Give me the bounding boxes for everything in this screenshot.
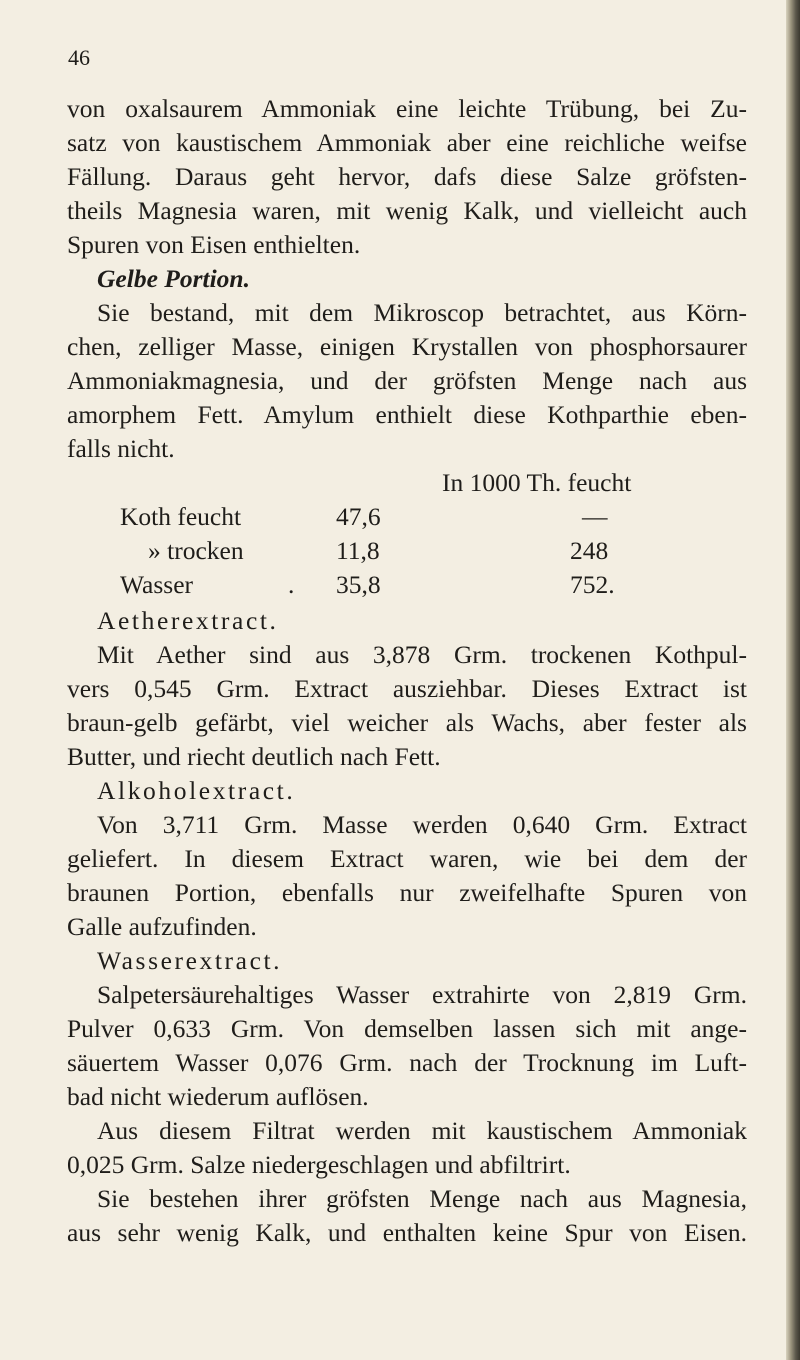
text-line: Mit Aether sind aus 3,878 Grm. trockenen Kothpul- bbox=[97, 640, 747, 669]
section-heading: Aetherextract. bbox=[97, 606, 279, 635]
text-line: falls nicht. bbox=[67, 434, 175, 463]
section-heading: Gelbe Portion. bbox=[97, 264, 250, 293]
text-line: amorphem Fett. Amylum enthielt diese Kothparthie eben- bbox=[67, 400, 747, 429]
page-edge bbox=[786, 0, 800, 1360]
text-line: theils Magnesia waren, mit wenig Kalk, und vielleicht auch bbox=[67, 196, 747, 225]
table-row bbox=[0, 534, 800, 568]
table-row-separator: . bbox=[288, 570, 295, 599]
text-line: aus sehr wenig Kalk, und enthalten keine Spur von Eisen. bbox=[67, 1218, 747, 1247]
section-wasser bbox=[67, 944, 747, 1250]
text-line: Fällung. Daraus geht hervor, dafs diese Salze gröfsten- bbox=[67, 162, 747, 191]
text-line: von oxalsaurem Ammoniak eine leichte Trübung, bei Zu- bbox=[67, 94, 747, 123]
text-line: Galle aufzufinden. bbox=[67, 912, 257, 941]
text-line: Spuren von Eisen enthielten. bbox=[67, 230, 361, 259]
text-line: vers 0,545 Grm. Extract ausziehbar. Dieses Extract ist bbox=[67, 674, 747, 703]
table-row-per-1000: 752. bbox=[570, 570, 615, 599]
table-header-row bbox=[0, 466, 800, 500]
text-line: Salpetersäurehaltiges Wasser extrahirte von 2,819 Grm. bbox=[97, 980, 747, 1009]
text-line: braun-gelb gefärbt, viel weicher als Wachs, aber fester als bbox=[67, 708, 747, 737]
text-line: geliefert. In diesem Extract waren, wie bei dem der bbox=[67, 844, 747, 873]
text-line: Butter, und riecht deutlich nach Fett. bbox=[67, 742, 441, 771]
table-row-value: 35,8 bbox=[336, 570, 381, 599]
section-alkohol bbox=[67, 774, 747, 944]
table-row-label: Wasser bbox=[120, 570, 194, 599]
table-row-value: 47,6 bbox=[336, 502, 381, 531]
page-number: 46 bbox=[68, 45, 90, 70]
section-heading: Wasserextract. bbox=[97, 946, 283, 975]
text-line: Aus diesem Filtrat werden mit kaustischem Ammoniak bbox=[97, 1116, 747, 1145]
section-gelbe bbox=[67, 262, 747, 466]
text-line: Sie bestand, mit dem Mikroscop betrachtet, aus Körn- bbox=[97, 298, 747, 327]
text-line: Ammoniakmagnesia, und der gröfsten Menge nach aus bbox=[67, 366, 747, 395]
text-line: Von 3,711 Grm. Masse werden 0,640 Grm. Extract bbox=[97, 810, 747, 839]
text-line: Pulver 0,633 Grm. Von demselben lassen sich mit ange- bbox=[67, 1014, 747, 1043]
table-row bbox=[0, 500, 800, 534]
table-row-per-1000: 248 bbox=[570, 536, 609, 565]
table-row-label: Koth feucht bbox=[120, 502, 242, 531]
text-line: 0,025 Grm. Salze niedergeschlagen und abfiltrirt. bbox=[67, 1150, 571, 1179]
table-column-header: In 1000 Th. feucht bbox=[442, 468, 632, 497]
paragraph-top bbox=[67, 92, 747, 262]
table-row-label: » trocken bbox=[148, 536, 244, 565]
text-line: bad nicht wiederum auflösen. bbox=[67, 1082, 369, 1111]
section-heading: Alkoholextract. bbox=[97, 776, 296, 805]
section-aether bbox=[67, 604, 747, 774]
table-row-value: 11,8 bbox=[336, 536, 380, 565]
text-line: chen, zelliger Masse, einigen Krystallen von phosphorsaurer bbox=[67, 332, 747, 361]
text-line: satz von kaustischem Ammoniak aber eine reichliche weifse bbox=[67, 128, 747, 157]
table-row-per-1000: — bbox=[582, 502, 608, 531]
table-row bbox=[0, 568, 800, 602]
text-line: Sie bestehen ihrer gröfsten Menge nach aus Magnesia, bbox=[97, 1184, 747, 1213]
text-line: säuertem Wasser 0,076 Grm. nach der Trocknung im Luft- bbox=[67, 1048, 747, 1077]
text-line: braunen Portion, ebenfalls nur zweifelhafte Spuren von bbox=[67, 878, 747, 907]
